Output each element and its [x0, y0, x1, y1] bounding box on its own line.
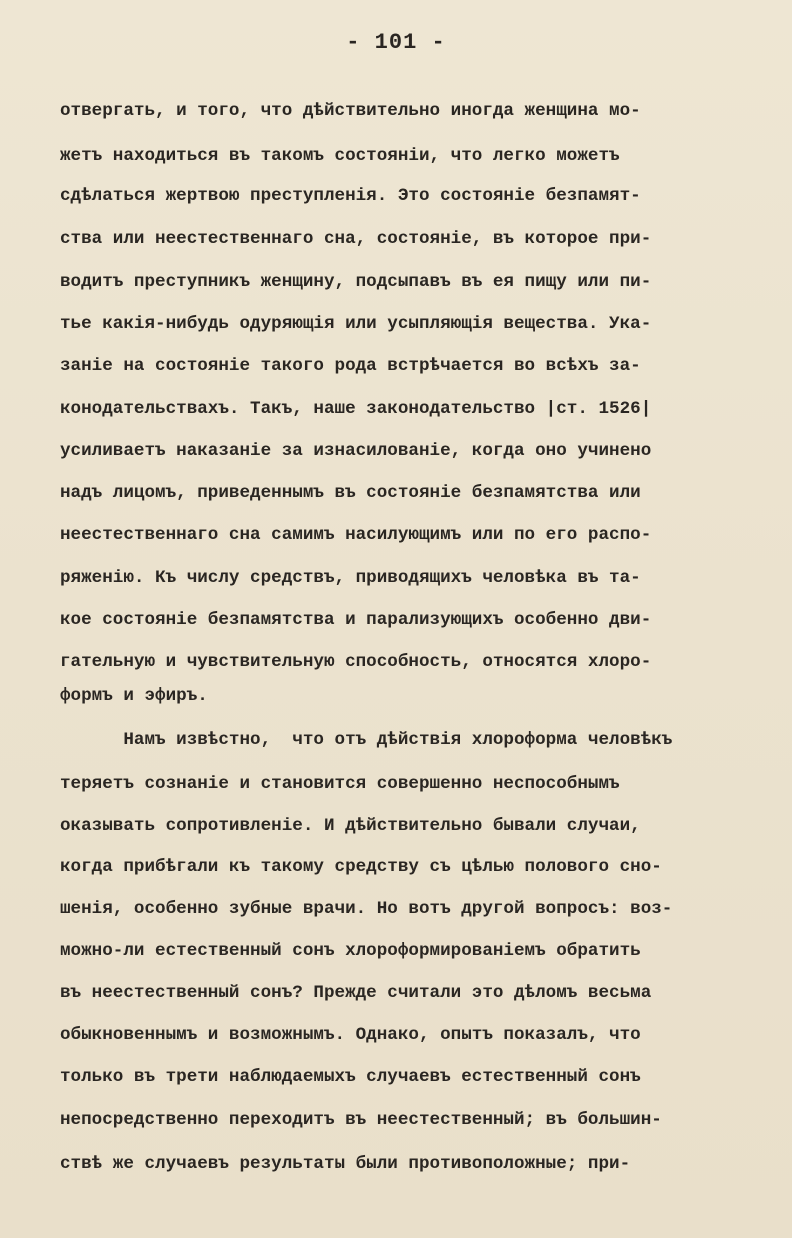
text-line: непосредственно переходитъ въ неестественный; въ большин-: [60, 1110, 662, 1130]
text-line: тье какія-нибудь одуряющія или усыпляющія вещества. Ука-: [60, 314, 652, 334]
text-line: конодательствахъ. Такъ, наше законодательство |ст. 1526|: [60, 399, 652, 419]
text-line: въ неестественный сонъ? Прежде считали это дѣломъ весьма: [60, 983, 652, 1003]
text-line: жетъ находиться въ такомъ состояніи, что легко можетъ: [60, 146, 620, 166]
text-line: только въ трети наблюдаемыхъ случаевъ естественный сонъ: [60, 1067, 641, 1087]
text-line: оказывать сопротивленіе. И дѣйствительно бывали случаи,: [60, 816, 641, 836]
text-line: обыкновеннымъ и возможнымъ. Однако, опытъ показалъ, что: [60, 1025, 641, 1045]
text-line: надъ лицомъ, приведеннымъ въ состояніе безпамятства или: [60, 483, 641, 503]
page-number: - 101 -: [346, 30, 446, 55]
text-line: ствѣ же случаевъ результаты были противоположные; при-: [60, 1154, 631, 1174]
text-line: ства или неестественнаго сна, состояніе, въ которое при-: [60, 229, 652, 249]
text-line: теряетъ сознаніе и становится совершенно неспособнымъ: [60, 774, 620, 794]
text-line: усиливаетъ наказаніе за изнасилованіе, когда оно учинено: [60, 441, 652, 461]
text-line: гательную и чувствительную способность, относятся хлоро-: [60, 652, 652, 672]
text-line: отвергать, и того, что дѣйствительно иногда женщина мо-: [60, 101, 641, 121]
text-line: кое состояніе безпамятства и парализующихъ особенно дви-: [60, 610, 652, 630]
text-line: можно-ли естественный сонъ хлороформированіемъ обратить: [60, 941, 641, 961]
text-line: Намъ извѣстно, что отъ дѣйствія хлороформа человѣкъ: [60, 730, 673, 750]
text-line: формъ и эфиръ.: [60, 686, 208, 706]
text-line: сдѣлаться жертвою преступленія. Это состояніе безпамят-: [60, 186, 641, 206]
text-line: когда прибѣгали къ такому средству съ цѣлью полового сно-: [60, 857, 662, 877]
text-line: шенія, особенно зубные врачи. Но вотъ другой вопросъ: воз-: [60, 899, 673, 919]
text-line: ряженію. Къ числу средствъ, приводящихъ человѣка въ та-: [60, 568, 641, 588]
text-line: водитъ преступникъ женщину, подсыпавъ въ ея пищу или пи-: [60, 272, 652, 292]
text-line: неестественнаго сна самимъ насилующимъ или по его распо-: [60, 525, 652, 545]
text-line: заніе на состояніе такого рода встрѣчается во всѣхъ за-: [60, 356, 641, 376]
